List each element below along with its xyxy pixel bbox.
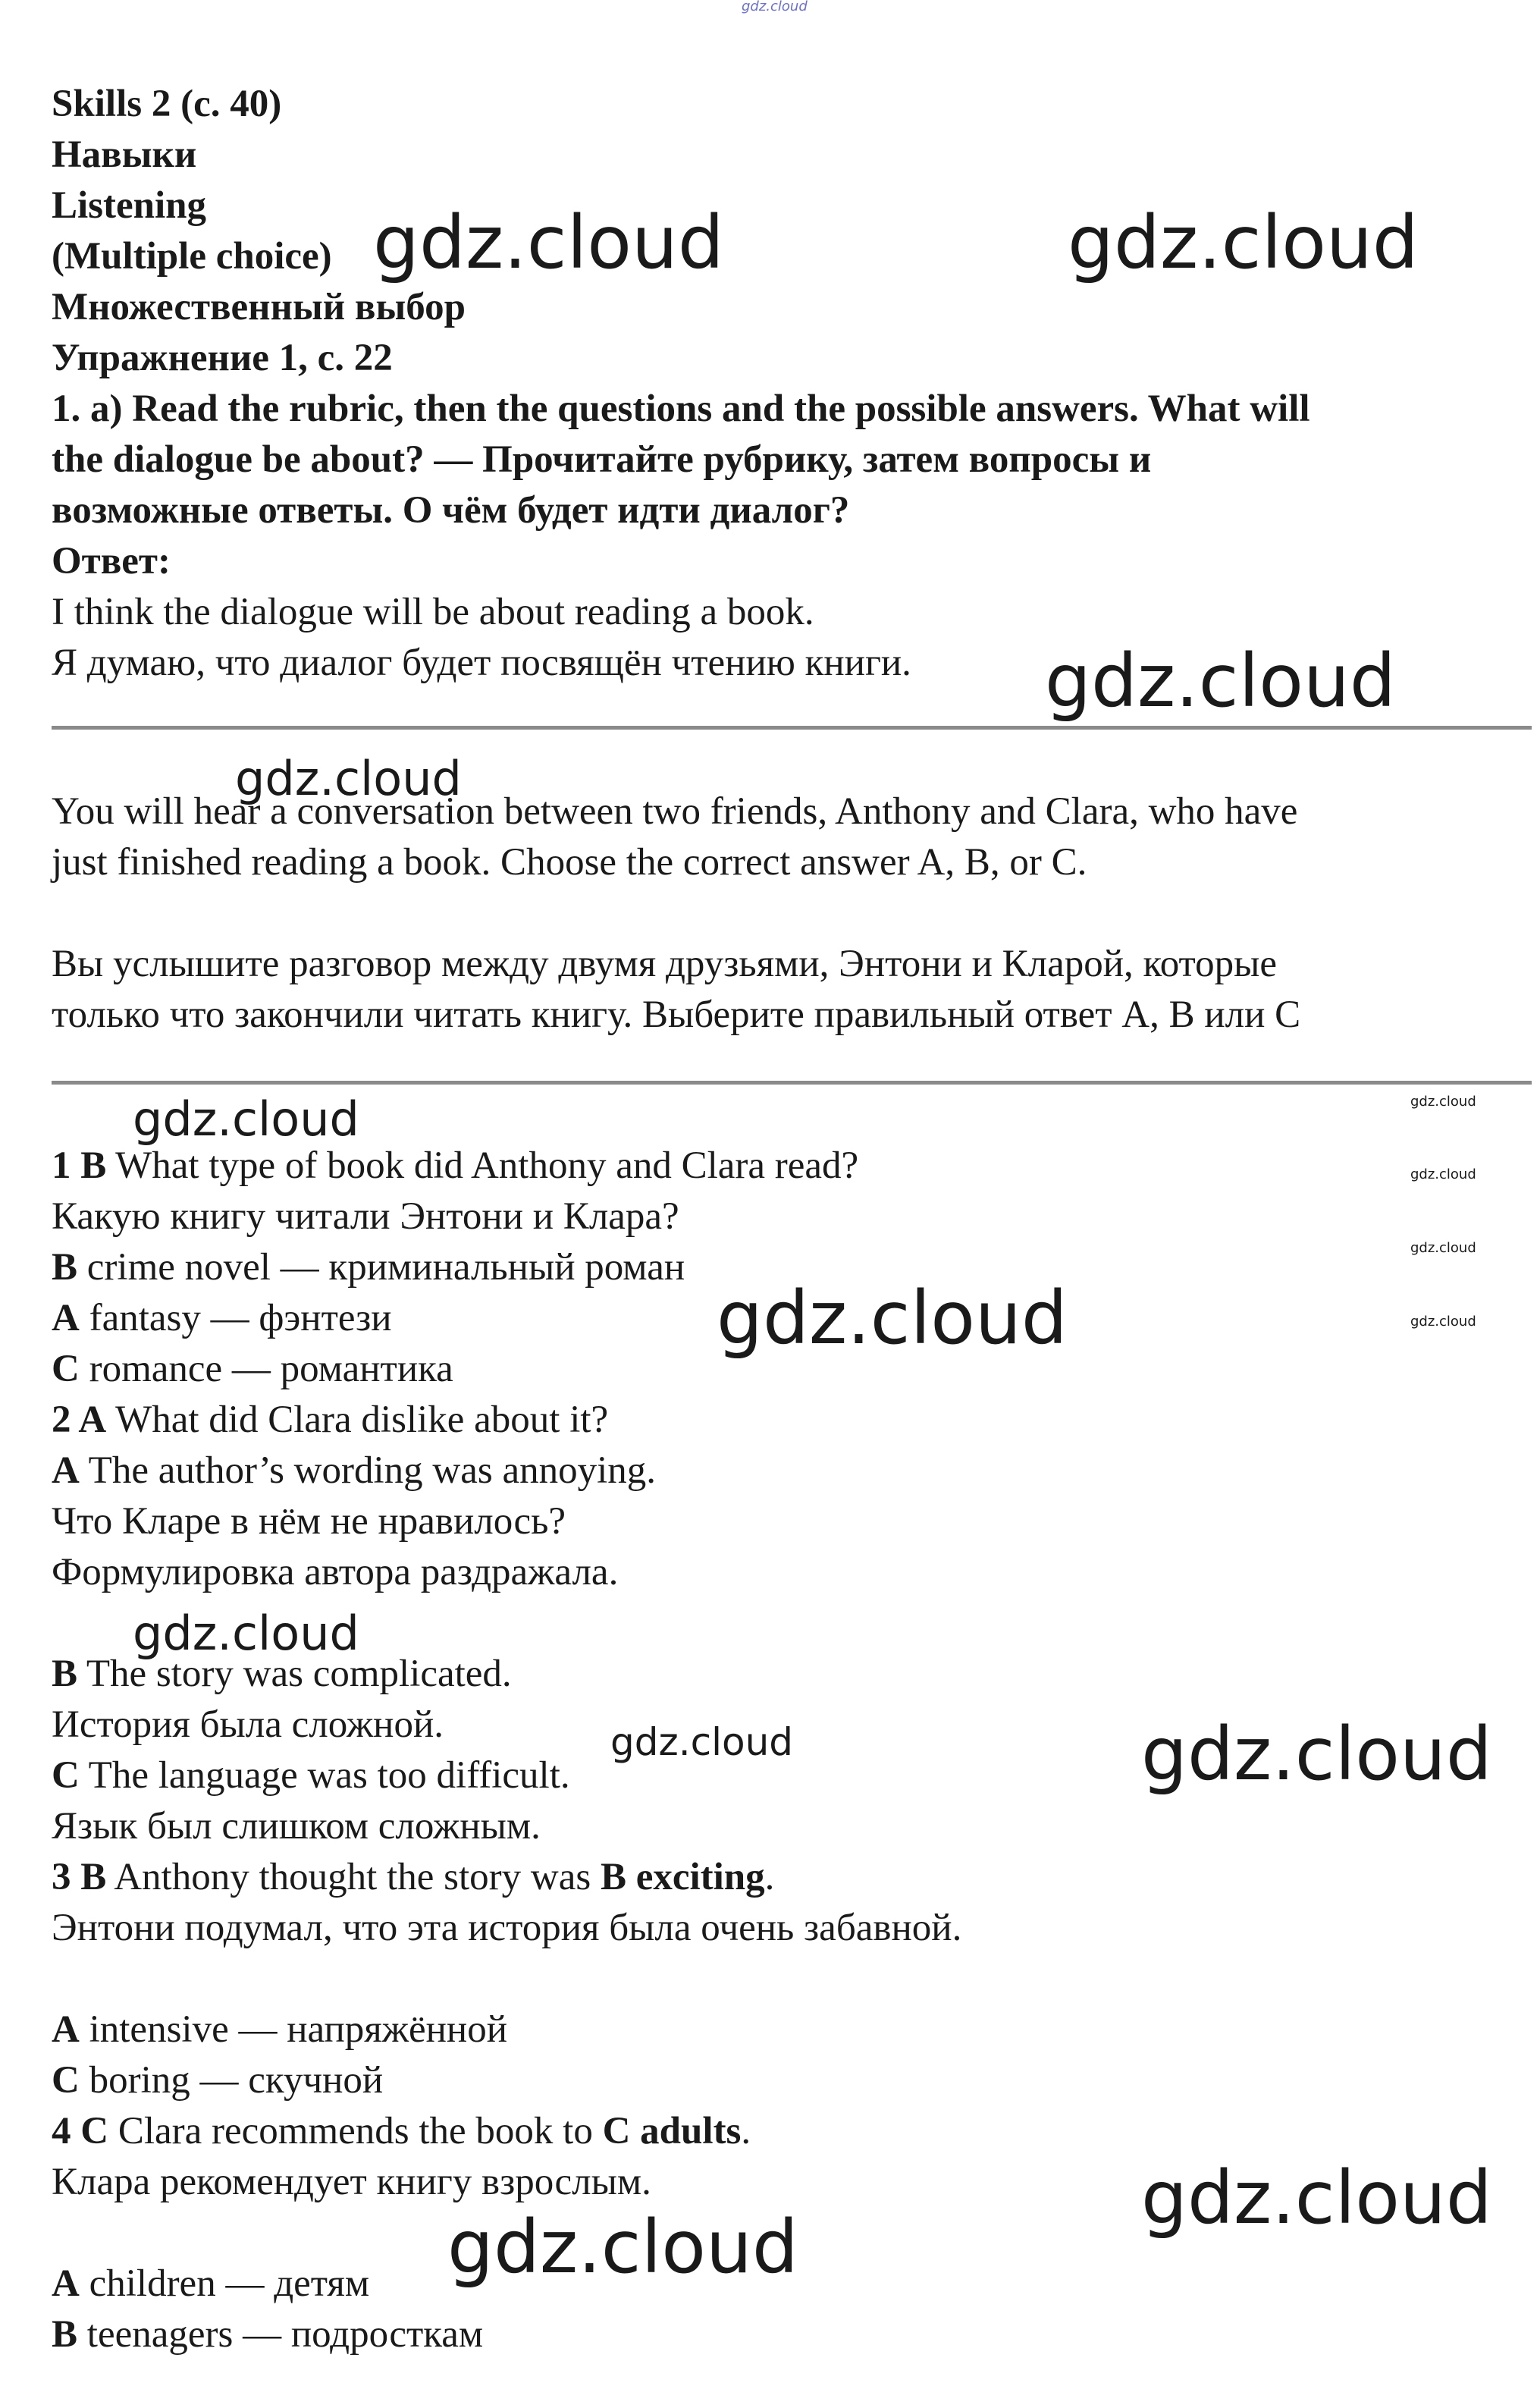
subsection-title: Listening (52, 184, 207, 227)
task-line: the dialogue be about? — Прочитайте рубрику, затем вопросы и (52, 438, 1152, 481)
option-letter: C (52, 1348, 80, 1390)
option-text: romance — романтика (79, 1348, 453, 1390)
watermark: gdz.cloud (1410, 1314, 1476, 1330)
option-ru: История была сложной. (52, 1703, 444, 1746)
question-answer: C adults (602, 2110, 742, 2152)
watermark: gdz.cloud (717, 1276, 1068, 1361)
section-title: Skills 2 (с. 40) (52, 83, 282, 125)
watermark: gdz.cloud (1410, 1240, 1476, 1256)
question-number: 3 B (52, 1856, 107, 1898)
option-text: The story was complicated. (77, 1653, 512, 1695)
watermark: gdz.cloud (1068, 200, 1419, 285)
question-text: Anthony thought the story was (106, 1856, 601, 1898)
watermark: gdz.cloud (610, 1720, 794, 1764)
watermark: gdz.cloud (133, 1606, 359, 1661)
question-text: What type of book did Anthony and Clara read? (106, 1144, 859, 1187)
option-letter: B (52, 1246, 78, 1289)
rubric-ru: только что закончили читать книгу. Выберите правильный ответ А, В или С (52, 994, 1301, 1036)
option-letter: C (52, 1754, 80, 1797)
question-2-ru: Что Кларе в нём не нравилось? (52, 1500, 566, 1543)
option-letter: A (52, 1297, 80, 1339)
watermark: gdz.cloud (133, 1091, 359, 1147)
question-3-ru: Энтони подумал, что эта история была очень забавной. (52, 1907, 962, 1949)
task-type-ru: Множественный выбор (52, 286, 466, 328)
option-text: children — детям (79, 2262, 370, 2305)
option (52, 1446, 656, 1496)
exercise-ref: Упражнение 1, с. 22 (52, 337, 393, 379)
option-text: The author’s wording was annoying. (79, 1449, 657, 1492)
task-line: 1. a) Read the rubric, then the questions and the possible answers. What will (52, 388, 1310, 430)
question-number: 1 B (52, 1144, 107, 1187)
option-ru: Язык был слишком сложным. (52, 1805, 541, 1848)
question-1 (52, 1141, 858, 1191)
option-letter: B (52, 2313, 78, 2356)
question-text: What did Clara dislike about it? (106, 1399, 609, 1441)
option-text: teenagers — подросткам (77, 2313, 484, 2356)
option-text: intensive — напряжённой (79, 2008, 507, 2051)
watermark: gdz.cloud (1141, 1712, 1492, 1797)
watermark: gdz.cloud (447, 2205, 798, 2290)
watermark: gdz.cloud (373, 200, 724, 285)
question-4 (52, 2106, 751, 2157)
option-letter: A (52, 2008, 80, 2051)
divider (52, 1081, 1532, 1085)
option (52, 1242, 685, 1293)
section-title-ru: Навыки (52, 133, 197, 176)
option (52, 2055, 383, 2106)
question-4-ru: Клара рекомендует книгу взрослым. (52, 2161, 651, 2203)
option (52, 1750, 570, 1801)
rubric-en: You will hear a conversation between two friends, Anthony and Clara, who have (52, 790, 1298, 833)
question-end: . (741, 2110, 751, 2152)
option (52, 2309, 483, 2360)
option-letter: C (52, 2059, 80, 2102)
option (52, 2005, 507, 2055)
question-number: 4 C (52, 2110, 109, 2152)
answer-en: I think the dialogue will be about reading a book. (52, 591, 814, 633)
answer-ru: Я думаю, что диалог будет посвящён чтению книги. (52, 642, 911, 684)
question-2 (52, 1395, 608, 1446)
rubric-ru: Вы услышите разговор между двумя друзьями, Энтони и Кларой, которые (52, 943, 1278, 985)
option-text: boring — скучной (79, 2059, 384, 2102)
question-number: 2 A (52, 1399, 107, 1441)
answer-label: Ответ: (52, 540, 171, 582)
question-end: . (764, 1856, 775, 1898)
option-letter: B (52, 1653, 78, 1695)
option-letter: A (52, 2262, 80, 2305)
question-answer: B exciting (600, 1856, 765, 1898)
option-text: crime novel — криминальный роман (77, 1246, 685, 1289)
option-ru: Формулировка автора раздражала. (52, 1551, 619, 1593)
option (52, 1344, 453, 1395)
option-letter: A (52, 1449, 80, 1492)
watermark: gdz.cloud (1045, 639, 1396, 724)
watermark: gdz.cloud (1410, 1094, 1476, 1110)
task-type: (Multiple choice) (52, 235, 332, 278)
question-3 (52, 1852, 774, 1903)
watermark: gdz.cloud (235, 751, 462, 806)
watermark: gdz.cloud (1141, 2155, 1492, 2240)
watermark: gdz.cloud (742, 0, 808, 14)
option (52, 1293, 392, 1344)
question-text: Clara recommends the book to (108, 2110, 603, 2152)
watermark: gdz.cloud (1410, 1166, 1476, 1182)
rubric-en: just finished reading a book. Choose the correct answer A, B, or C. (52, 841, 1087, 884)
option-text: fantasy — фэнтези (79, 1297, 392, 1339)
divider (52, 726, 1532, 730)
option (52, 2259, 369, 2309)
task-line: возможные ответы. О чём будет идти диалог? (52, 489, 850, 532)
option-text: The language was too difficult. (79, 1754, 570, 1797)
question-1-ru: Какую книгу читали Энтони и Клара? (52, 1195, 679, 1238)
